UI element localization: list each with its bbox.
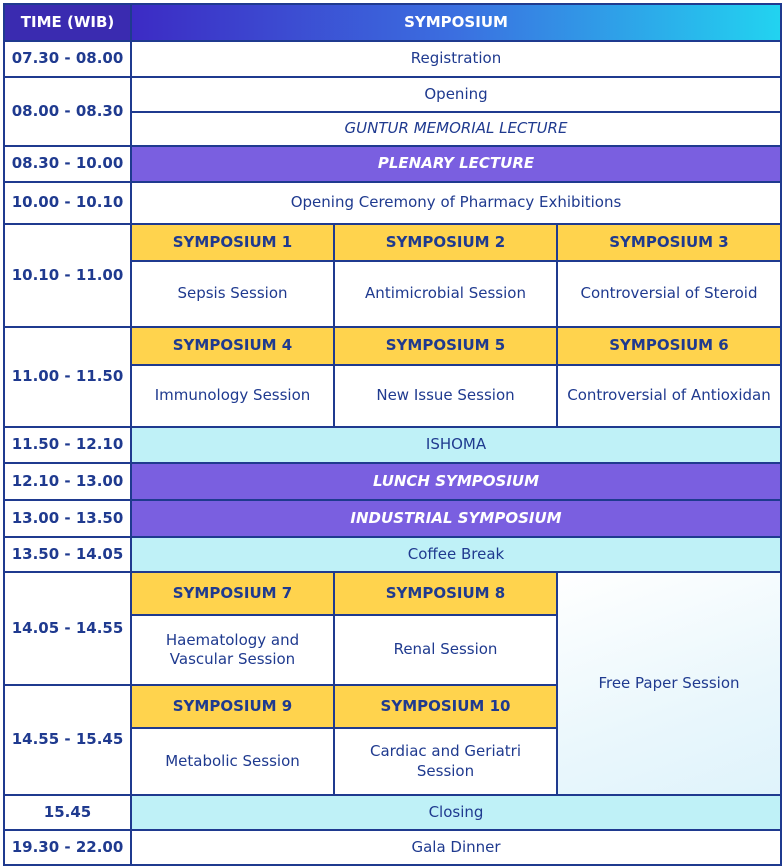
time-cell: 07.30 - 08.00 — [4, 41, 131, 77]
symposium-label: SYMPOSIUM 7 — [131, 572, 334, 615]
time-cell: 14.05 - 14.55 — [4, 572, 131, 685]
table-row — [4, 146, 781, 182]
session-cell: Sepsis Session — [131, 261, 334, 327]
symposium-label: SYMPOSIUM 3 — [557, 224, 781, 261]
schedule-table — [3, 3, 782, 866]
table-row — [4, 182, 781, 224]
event-cell: LUNCH SYMPOSIUM — [131, 463, 781, 500]
time-cell: 14.55 - 15.45 — [4, 685, 131, 795]
time-cell: 19.30 - 22.00 — [4, 830, 131, 865]
symposium-label: SYMPOSIUM 5 — [334, 327, 557, 365]
time-column-header: TIME (WIB) — [4, 4, 131, 41]
session-cell: Immunology Session — [131, 365, 334, 427]
table-row — [4, 463, 781, 500]
table-row — [4, 77, 781, 112]
event-cell: Opening Ceremony of Pharmacy Exhibitions — [131, 182, 781, 224]
symposium-label: SYMPOSIUM 9 — [131, 685, 334, 728]
session-cell: Cardiac and Geriatri Session — [334, 728, 557, 795]
symposium-label: SYMPOSIUM 6 — [557, 327, 781, 365]
session-cell: Controversial of Antioxidan — [557, 365, 781, 427]
event-cell: Coffee Break — [131, 537, 781, 572]
symposium-label: SYMPOSIUM 2 — [334, 224, 557, 261]
session-cell: Renal Session — [334, 615, 557, 685]
time-cell: 08.00 - 08.30 — [4, 77, 131, 146]
table-row — [4, 427, 781, 463]
event-cell: INDUSTRIAL SYMPOSIUM — [131, 500, 781, 537]
free-paper-session-cell: Free Paper Session — [557, 572, 781, 795]
time-cell: 15.45 — [4, 795, 131, 830]
time-cell: 10.10 - 11.00 — [4, 224, 131, 327]
table-row — [4, 224, 781, 261]
symposium-column-header: SYMPOSIUM — [131, 4, 781, 41]
table-row — [4, 795, 781, 830]
event-cell: ISHOMA — [131, 427, 781, 463]
table-row — [4, 537, 781, 572]
session-cell: Haematology and Vascular Session — [131, 615, 334, 685]
event-cell: GUNTUR MEMORIAL LECTURE — [131, 112, 781, 146]
symposium-label: SYMPOSIUM 10 — [334, 685, 557, 728]
symposium-label: SYMPOSIUM 8 — [334, 572, 557, 615]
time-cell: 11.00 - 11.50 — [4, 327, 131, 427]
event-cell: PLENARY LECTURE — [131, 146, 781, 182]
header-row — [4, 4, 781, 41]
session-cell: New Issue Session — [334, 365, 557, 427]
session-cell: Metabolic Session — [131, 728, 334, 795]
table-row — [4, 327, 781, 365]
time-cell: 10.00 - 10.10 — [4, 182, 131, 224]
session-cell: Antimicrobial Session — [334, 261, 557, 327]
time-cell: 13.50 - 14.05 — [4, 537, 131, 572]
table-row — [4, 500, 781, 537]
event-cell: Registration — [131, 41, 781, 77]
event-cell: Gala Dinner — [131, 830, 781, 865]
symposium-label: SYMPOSIUM 4 — [131, 327, 334, 365]
time-cell: 08.30 - 10.00 — [4, 146, 131, 182]
symposium-label: SYMPOSIUM 1 — [131, 224, 334, 261]
table-row — [4, 830, 781, 865]
table-row — [4, 572, 781, 615]
session-cell: Controversial of Steroid — [557, 261, 781, 327]
time-cell: 12.10 - 13.00 — [4, 463, 131, 500]
event-cell: Opening — [131, 77, 781, 112]
event-cell: Closing — [131, 795, 781, 830]
time-cell: 11.50 - 12.10 — [4, 427, 131, 463]
time-cell: 13.00 - 13.50 — [4, 500, 131, 537]
table-row — [4, 41, 781, 77]
